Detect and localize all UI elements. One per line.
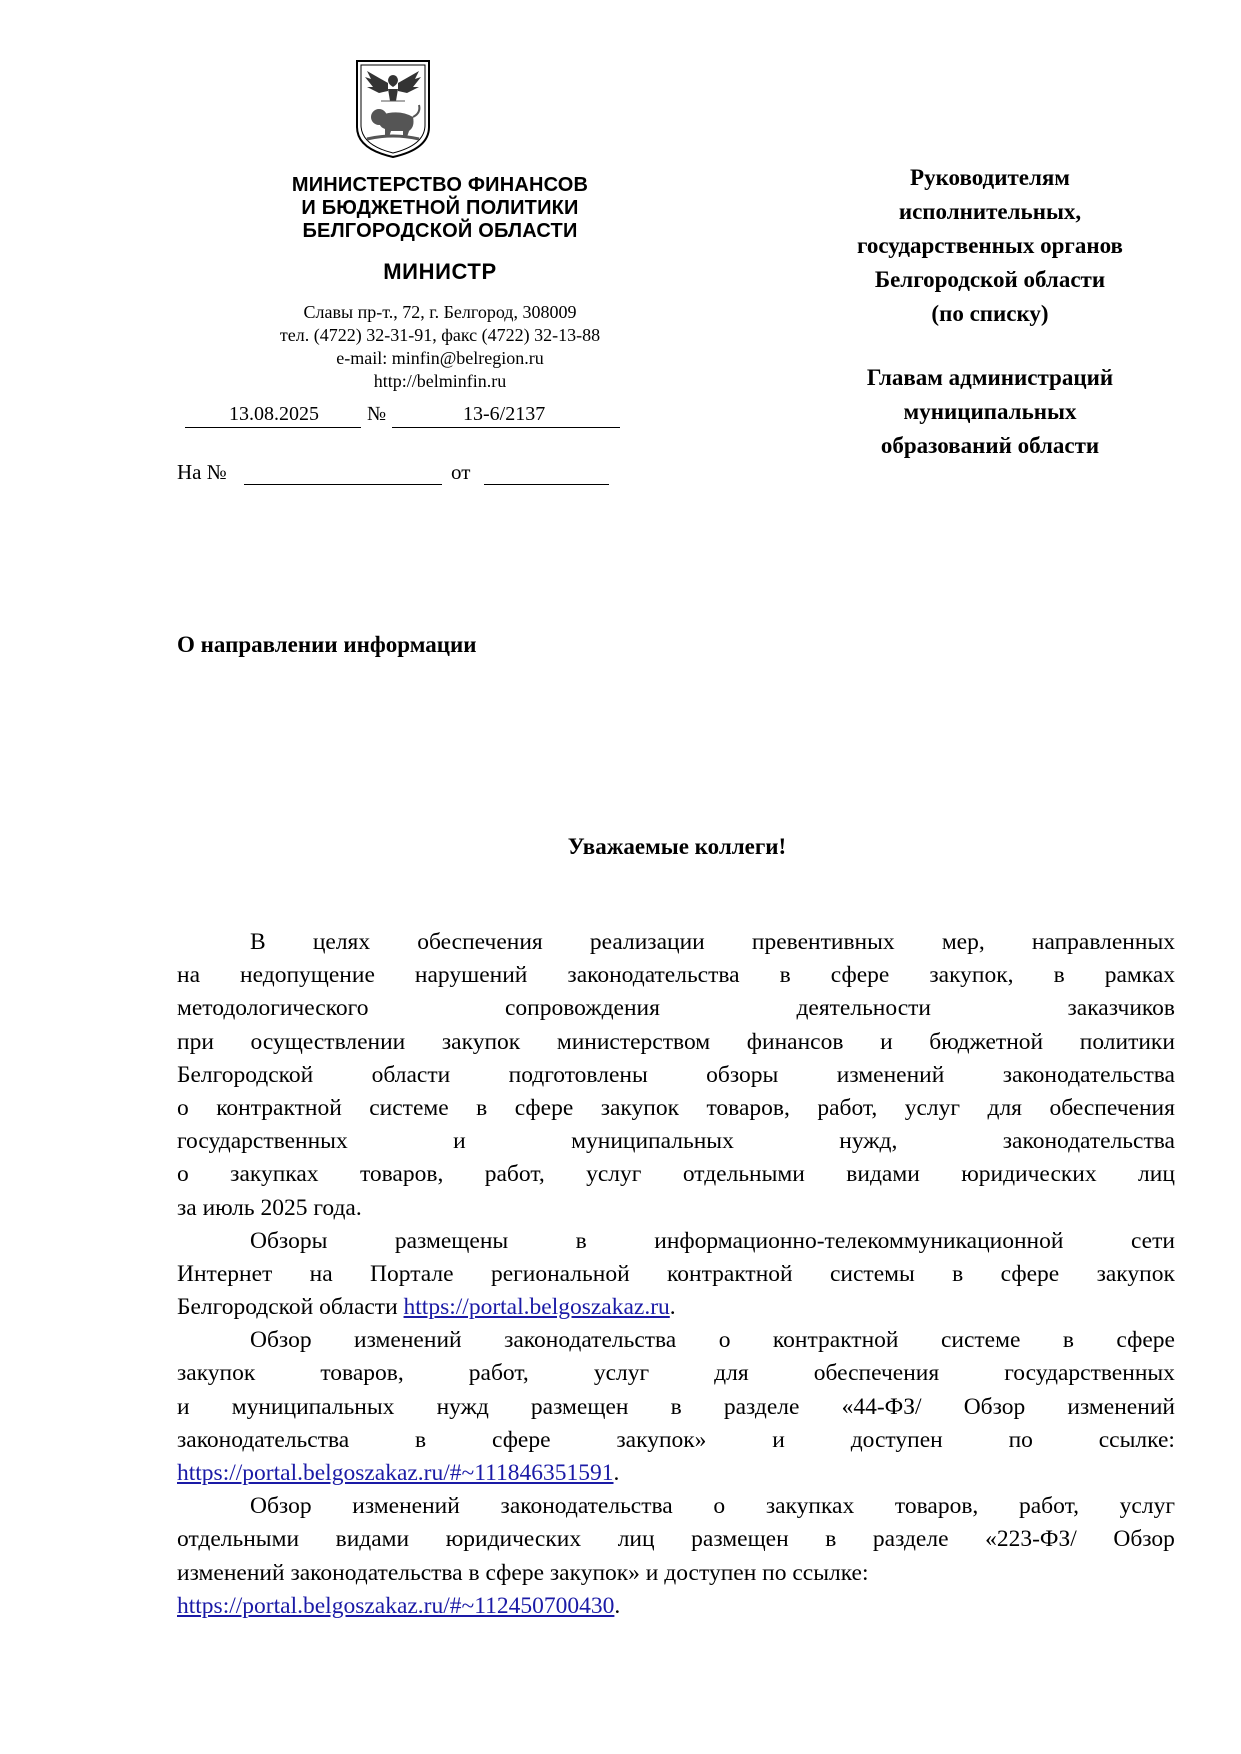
- body-word: размещен: [691, 1526, 789, 1553]
- ministry-name: [160, 174, 720, 243]
- body-word: контрактной: [216, 1094, 342, 1121]
- body-word: муниципальных: [231, 1393, 395, 1420]
- paragraph-4: [177, 1490, 1175, 1623]
- body-word: государственных: [1004, 1360, 1175, 1387]
- body-word: деятельности: [796, 995, 931, 1022]
- body-word: товаров,: [706, 1094, 790, 1121]
- body-line: Белгородской области https://portal.belgoszakaz.ru .: [177, 1291, 1175, 1324]
- body-word: работ,: [817, 1094, 878, 1121]
- body-word: бюджетной: [929, 1028, 1044, 1055]
- ministry-name-line: МИНИСТЕРСТВО ФИНАНСОВ: [291, 174, 589, 196]
- body-word: законодательства: [567, 962, 740, 989]
- phone-fax: тел. (4722) 32-31-91, факс (4722) 32-13-88: [279, 325, 601, 345]
- body-word: закупках: [230, 1161, 319, 1188]
- body-line: за июль 2025 года.: [177, 1194, 362, 1221]
- body-word: о: [177, 1094, 189, 1121]
- body-word: законодательства: [177, 1426, 350, 1453]
- body-line-text: Белгородской области: [177, 1294, 404, 1321]
- body-word: нужд,: [839, 1128, 898, 1155]
- body-word: системе: [940, 1327, 1021, 1354]
- body-word: на: [309, 1260, 333, 1287]
- body-word: нарушений: [414, 962, 528, 989]
- body-line: [177, 1357, 1175, 1390]
- body-word: о: [718, 1327, 731, 1354]
- body-word: в: [575, 1227, 587, 1254]
- body-word: работ,: [484, 1161, 545, 1188]
- body-word: размещены: [394, 1227, 509, 1254]
- body-word: рамках: [1104, 962, 1175, 989]
- body-word: подготовлены: [508, 1061, 648, 1088]
- body-word: региональной: [490, 1260, 630, 1287]
- body-word: Интернет: [177, 1260, 273, 1287]
- address-block: [160, 301, 720, 393]
- body-word: в: [779, 962, 791, 989]
- body-word: товаров,: [320, 1360, 404, 1387]
- body-word: сфере: [830, 962, 890, 989]
- body-word: закупок: [441, 1028, 521, 1055]
- postal-address: Славы пр-т., 72, г. Белгород, 308009: [303, 302, 577, 322]
- body-word: сети: [1130, 1227, 1175, 1254]
- body-word: обеспечения: [1049, 1094, 1175, 1121]
- body-word: Белгородской: [177, 1061, 314, 1088]
- body-line: [177, 1523, 1175, 1556]
- body-word: товаров,: [894, 1493, 979, 1520]
- reply-date-label: от: [451, 460, 471, 484]
- body-word: муниципальных: [571, 1128, 734, 1155]
- body-line: [177, 1092, 1175, 1125]
- body-word: товаров,: [359, 1161, 444, 1188]
- body-word: изменений: [836, 1061, 945, 1088]
- body-word: целях: [312, 929, 371, 955]
- registration-date: 13.08.2025: [229, 403, 319, 425]
- body-word: заказчиков: [1067, 995, 1175, 1022]
- body-word: услуг: [1119, 1493, 1175, 1520]
- body-word: разделе: [723, 1393, 800, 1420]
- body-word: работ,: [468, 1360, 529, 1387]
- body-line: [177, 1490, 1175, 1523]
- recipient-line: исполнительных,: [898, 199, 1082, 224]
- body-word: законодательства: [1002, 1061, 1175, 1088]
- greeting: Уважаемые коллеги!: [567, 834, 787, 859]
- body-word: законодательства: [504, 1327, 677, 1354]
- body-word: услуг: [904, 1094, 961, 1121]
- body-word: о: [177, 1161, 189, 1188]
- body-word: государственных: [177, 1128, 348, 1155]
- body-line: [177, 1324, 1175, 1357]
- body-line: [177, 1391, 1175, 1424]
- body-word: юридических: [445, 1526, 582, 1553]
- registration-line: [185, 401, 625, 433]
- body-word: разделе: [872, 1526, 949, 1553]
- body-word: размещен: [530, 1393, 629, 1420]
- body-word: превентивных: [751, 929, 895, 955]
- body-word: услуг: [586, 1161, 642, 1188]
- paragraph-2: [177, 1225, 1175, 1325]
- body-line: [177, 1125, 1175, 1158]
- letter-subject: О направлении информации: [177, 632, 477, 657]
- body-word: Обзоры: [250, 1227, 328, 1254]
- body-line: [177, 1225, 1175, 1258]
- body-word: изменений: [1067, 1393, 1175, 1420]
- body-word: отдельными: [177, 1526, 300, 1553]
- body-word: в: [415, 1426, 427, 1453]
- body-word: Обзор: [250, 1493, 312, 1520]
- body-line: изменений законодательства в сфере закупок» и доступен по ссылке:: [177, 1559, 869, 1586]
- body-line: [177, 1059, 1175, 1092]
- body-word: обеспечения: [813, 1360, 940, 1387]
- body-word: методологического: [177, 995, 369, 1022]
- body-word: лиц: [1138, 1161, 1175, 1188]
- body-word: и: [772, 1426, 785, 1453]
- portal-link[interactable]: https://portal.belgoszakaz.ru: [403, 1294, 670, 1321]
- body-word: области: [371, 1061, 451, 1088]
- body-word: закупок,: [929, 962, 1014, 989]
- body-word: в: [476, 1094, 488, 1121]
- body-word: и: [177, 1393, 190, 1420]
- body-word: работ,: [1019, 1493, 1079, 1520]
- body-word: Обзор: [1113, 1526, 1175, 1553]
- body-line: [177, 992, 1175, 1025]
- coat-of-arms-emblem: [351, 57, 435, 159]
- body-word: системе: [369, 1094, 449, 1121]
- body-word: сфере: [1000, 1260, 1060, 1287]
- recipients-group-2: [800, 361, 1180, 463]
- body-line: [177, 1158, 1175, 1191]
- body-line: [177, 1026, 1175, 1059]
- body-word: сфере: [514, 1094, 574, 1121]
- body-word: законодательства: [1002, 1128, 1175, 1155]
- body-word: недопущение: [240, 962, 375, 989]
- body-word: изменений: [354, 1327, 462, 1354]
- body-word: системы: [829, 1260, 915, 1287]
- body-word: ссылке:: [1098, 1426, 1175, 1453]
- body-line: [177, 926, 1175, 959]
- body-word: контрактной: [667, 1260, 793, 1287]
- recipient-line: Белгородской области: [874, 267, 1106, 292]
- body-word: закупок: [1096, 1260, 1175, 1287]
- recipient-line: (по списку): [931, 301, 1049, 326]
- body-word: министерством: [556, 1028, 711, 1055]
- body-word: финансов: [746, 1028, 844, 1055]
- body-word: на: [177, 962, 201, 989]
- recipients-group-1: [800, 161, 1180, 331]
- body-word: услуг: [593, 1360, 650, 1387]
- paragraph-3: [177, 1324, 1175, 1490]
- body-word: видами: [846, 1161, 920, 1188]
- website-address: http://belminfin.ru: [373, 371, 507, 391]
- body-word: и: [453, 1128, 466, 1155]
- body-word: направленных: [1031, 929, 1175, 955]
- body-word: контрактной: [772, 1327, 899, 1354]
- body-word: закупках: [765, 1493, 855, 1520]
- body-word: Обзор: [963, 1393, 1026, 1420]
- body-word: о: [713, 1493, 726, 1520]
- body-line: [177, 959, 1175, 992]
- body-line: [177, 1258, 1175, 1291]
- body-word: сопровождения: [504, 995, 660, 1022]
- recipient-line: муниципальных: [903, 399, 1077, 424]
- reply-reference-line: [177, 458, 637, 490]
- reply-number-label: На №: [177, 460, 227, 484]
- body-word: и: [880, 1028, 893, 1055]
- body-word: в: [952, 1260, 964, 1287]
- sender-title: МИНИСТР: [383, 259, 497, 284]
- body-word: закупок»: [616, 1426, 707, 1453]
- body-word: по: [1008, 1426, 1033, 1453]
- 44fz-review-link[interactable]: https://portal.belgoszakaz.ru/#~111846351591: [177, 1460, 614, 1486]
- paragraph-1: [177, 926, 1175, 1225]
- body-word: юридических: [961, 1161, 1097, 1188]
- body-line: https://portal.belgoszakaz.ru/#~111846351591 .: [177, 1457, 1175, 1490]
- number-sign: №: [367, 403, 387, 425]
- body-word: сфере: [491, 1426, 551, 1453]
- body-word: лиц: [617, 1526, 655, 1553]
- body-line: https://portal.belgoszakaz.ru/#~112450700430 .: [177, 1590, 1175, 1623]
- body-word: сфере: [1116, 1327, 1175, 1354]
- body-word: обеспечения: [417, 929, 543, 955]
- recipient-line: образований области: [880, 433, 1100, 458]
- email-address: e-mail: minfin@belregion.ru: [336, 348, 544, 368]
- body-word: закупок: [177, 1360, 256, 1387]
- reply-number-underline: [244, 458, 442, 485]
- body-word: отдельными: [682, 1161, 805, 1188]
- body-word: «44-ФЗ/: [841, 1393, 922, 1420]
- body-word: в: [1053, 962, 1065, 989]
- body-word: доступен: [850, 1426, 943, 1453]
- body-word: Обзор: [250, 1327, 312, 1354]
- body-word: в: [1062, 1327, 1074, 1354]
- body-word: нужд: [436, 1393, 489, 1420]
- body-word: Портале: [370, 1260, 454, 1287]
- recipient-line: Главам администраций: [866, 365, 1114, 390]
- body-word: обзоры: [706, 1061, 779, 1088]
- body-word: законодательства: [500, 1493, 673, 1520]
- body-line: [177, 1424, 1175, 1457]
- body-word: реализации: [589, 929, 705, 955]
- registration-number: 13-6/2137: [463, 403, 546, 425]
- ministry-name-line: БЕЛГОРОДСКОЙ ОБЛАСТИ: [302, 220, 578, 242]
- body-word: изменений: [352, 1493, 460, 1520]
- body-word: политики: [1079, 1028, 1175, 1055]
- body-word: при: [177, 1028, 214, 1055]
- recipient-line: Руководителям: [910, 165, 1070, 190]
- ministry-name-line: И БЮДЖЕТНОЙ ПОЛИТИКИ: [301, 197, 579, 219]
- body-word: осуществлении: [250, 1028, 406, 1055]
- recipient-line: государственных органов: [857, 233, 1123, 258]
- body-word: «223-ФЗ/: [985, 1526, 1077, 1553]
- body-word: В: [250, 929, 266, 955]
- body-word: для: [987, 1094, 1022, 1121]
- reply-date-underline: [484, 458, 609, 485]
- 223fz-review-link[interactable]: https://portal.belgoszakaz.ru/#~112450700430: [177, 1592, 615, 1619]
- body-word: информационно-телекоммуникационной: [654, 1227, 1064, 1254]
- body-word: видами: [335, 1526, 410, 1553]
- body-word: закупок: [600, 1094, 680, 1121]
- body-word: в: [670, 1393, 682, 1420]
- body-word: для: [714, 1360, 749, 1387]
- body-word: в: [825, 1526, 837, 1553]
- body-word: мер,: [941, 929, 985, 955]
- letter-body: [177, 926, 1175, 1623]
